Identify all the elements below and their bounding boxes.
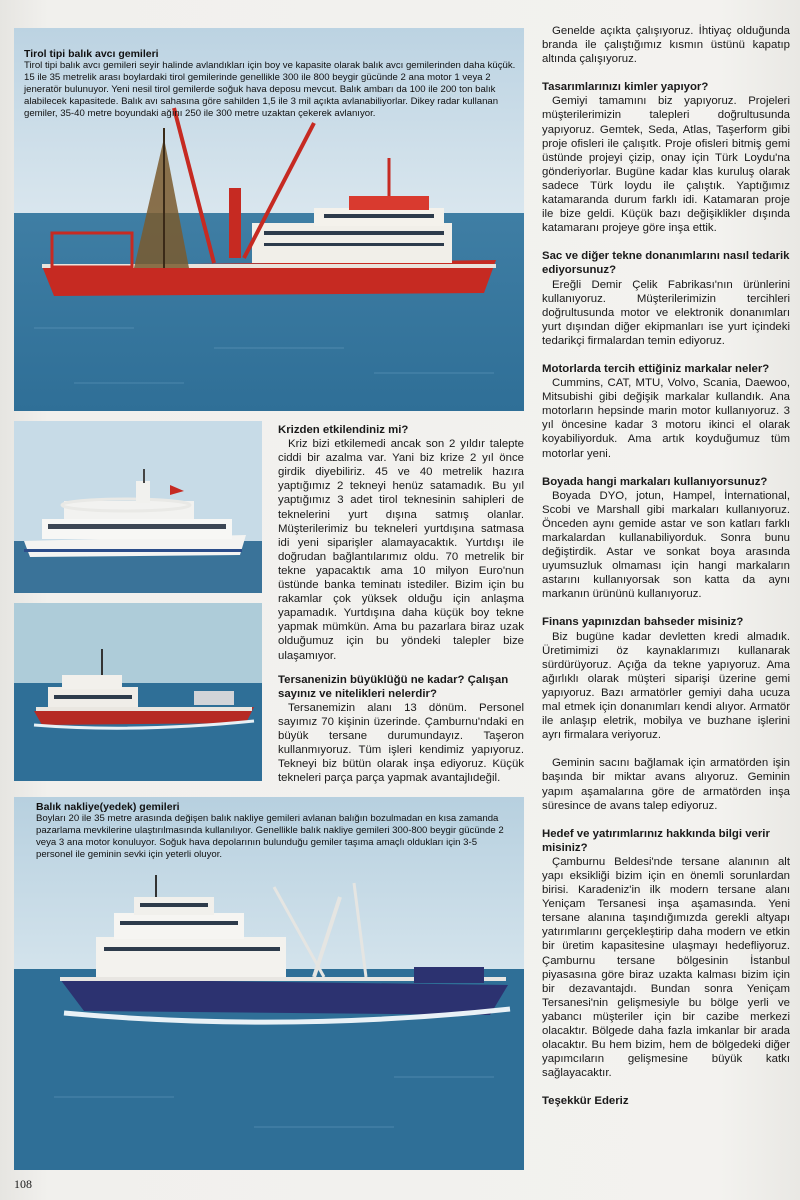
question-supply: Sac ve diğer tekne donanımlarını nasıl tedarik ediyorsunuz? [542,250,790,277]
question-goals: Hedef ve yatırımlarınız hakkında bilgi verir misiniz? [542,827,770,854]
question-crisis: Krizden etkilendiniz mi? [278,424,409,436]
answer-designs: Gemiyi tamamını biz yapıyoruz. Projeleri müşterilerimizin talepleri doğrultusunda yapıyoruz. Gemtek, Seda, Atlas, Taşerform gibi proje ofisleri ile çalışıtk. Proje ofisleri bitmiş gemi üstünde projeyi çizip, onay için Türk Loydu'na gönderiyorlar. Bugüne kadar klas kuruluş olarak sadece Türk loydu ile çalıştık. Yaptığımız katamaranda durum farklı idi. Katamaran proje ile bize geldi. Küçük bazı değişiklikler dışında katamaranı projeye göre inşa ettik. [542,95,790,235]
question-shipyard-size: Tersanenizin büyüklüğü ne kadar? Çalışan sayınız ve nitelikleri nelerdir? [278,673,509,700]
catamaran-photo [14,421,262,593]
trawler-caption-text: Tirol tipi balık avcı gemileri seyir halinde avlandıkları için boy ve kapasite olarak balık avcı gemilerinden daha küçük. 15 ile 35 metrelik arası boylardaki tirol gemilerinde genellikle 300 ile 800 beygir gücünde 2 ana motor 1 veya 2 jeneratör bulunuyor. Yeni nesil tirol gemilerde soğuk hava deposu mevcut. Balık ambarı da 100 ile 200 ton balık alabilecek kapasitede. Balık avı sahasına göre sahilden 1,5 ile 3 mil açıkta avlanabiliyorlar. Dikey radar kullanan gemiler, 35-40 metre boyundaki ağını 250 ile 300 metre uzaktan çekerek avlanıyor. [24,60,516,119]
transport-caption-title: Balık nakliye(yedek) gemileri [36,801,180,813]
answer-engines: Cummins, CAT, MTU, Volvo, Scania, Daewoo, Mitsubishi gibi değişik markalar kullandık. Ana motorların hepsinde marin motor kullanıyoruz. 3 yıl öncesine kadar 3 motoru ikinci el olarak koyabiliyorduk. Ama artık koyduğumuz tüm motorlar yeni. [542,377,790,460]
answer-crisis: Kriz bizi etkilemedi ancak son 2 yıldır talepte ciddi bir azalma var. Yani biz krize 2 yıl önce girdik diyebiliriz. 45 ve 40 metrelik hazıra yaptığımız 2 tekneyi henüz satamadık. Bu yıl yaptığımız 3 adet tirol teknesinin sahipleri de teknelerini yurt dışına satmış olanlar. Müşterilerimiz bu tekneleri yurtdışına satmasa idi yeni siparişler alamayacaktık. Yurtdışı ile doğrudan bağlantılarımız oldu. 70 metrelik bir tekne yapacaktık ama 10 milyon Euro'nun üstünde banka teminatı istediler. Bizim için bu rakamlar çok yüksek olduğu için anlaşma yapamadık. Yurtdışına daha küçük boy tekne yapmak mümkün. Ama bu pazarlara biraz uzak olduğumuz için bu yöndeki talepler bize ulaşamıyor. [278,438,524,662]
transport-ship-photo [14,603,262,781]
page-number: 108 [14,1177,32,1191]
question-finance: Finans yapınızdan bahseder misiniz? [542,616,744,629]
thanks-text: Teşekkür Ederiz [542,1095,629,1108]
question-paint: Boyada hangi markaları kullanıyorsunuz? [542,475,768,488]
middle-column [278,423,524,785]
right-intro: Genelde açıkta çalışıyoruz. İhtiyaç olduğunda branda ile çalıştığımız kısmın üstünü kapatıp altında çalışıyoruz. [542,25,790,66]
trawler-caption-title: Tirol tipi balık avcı gemileri [24,48,159,60]
answer-supply: Ereğli Demir Çelik Fabrikası'nın ürünlerini kullanıyoruz. Müşterilerimizin tercihleri doğrultusunda motor ve elektronik donanımları yurt dışından diğer ekipmanları ise yurt içindeki tedarikçi firmalardan temin ediyoruz. [542,278,790,347]
question-engines: Motorlarda tercih ettiğiniz markalar neler? [542,362,770,375]
answer-goals: Çamburnu Beldesi'nde tersane alanının alt yapı eksikliği bizim için en önemli sorunlardan birisi. Karadeniz'in ilk modern tersane alanı Yeniçam Tersanesi inşa aşamasında. Yeni tersane alanına taşındığımızda gerekli altyapı yatırımlarını gerçekleştirip daha modern ve etkin bir üretim kapasitesine ulaşmayı hedefliyoruz. Çamburnu tersane bölgesinin İstanbul piyasasına göre biraz uzakta kalması bizim için bir dezavantajdı. Bundan sonra Yeniçam Tersanesi'nin gelişmesiyle bu bölge yerli ve yabancı müşteriler için bir cazibe merkezi olacaktır. Bölgede daha fazla imkanlar bir arada olacaktır. Bu hem bizim, hem de bölgedeki diğer yapımcıların gelişmesine büyük katkı sağlayacaktır. [542,855,790,1080]
answer-finance-advance: Geminin sacını bağlamak için armatörden işin başında bir miktar avans alıyoruz. Geminin yapım aşamalarına göre de armatörden inşa süresince de avans talep ediyoruz. [542,757,790,812]
trawler-caption [24,48,516,120]
answer-finance: Biz bugüne kadar devletten kredi almadık. Üretimimizi öz kaynaklarımızı kullanarak sürdürüyoruz. Açığa da tekne yapıyoruz. Ama ağırlıklı olarak müşteri siparişi üzerine gemi yapıyoruz. Bazı armatörler gemiyi daha ucuza mal etmek için donanımları kendi alıyor. Armatör ile anlaşıp eletrik, mobilya ve buzhane işlerini ayrı firmalara veriyoruz. [542,630,790,742]
answer-shipyard-size: Tersanemizin alanı 13 dönüm. Personel sayımız 70 kişinin üzerinde. Çamburnu'ndaki en büyük tersane durumundayız. Taşeron kullanmıyoruz. Tüm işleri kendimiz yapıyoruz. Tekneyi biz bütün olarak inşa ediyoruz. Küçük tekneleri parça parça yapmak avantajlıdeğil. [278,701,524,785]
question-designs: Tasarımlarınızı kimler yapıyor? [542,81,709,94]
transport-caption [36,801,516,861]
answer-paint: Boyada DYO, jotun, Hampel, İnternational, Scobi ve Marshall gibi markaları kullanıyoruz. Önceden aynı gemide astar ve son katları farklı markalardan kullanabiliyorduk. Sonra bunu değiştirdik. Astar ve sonkat boya arasında uyumsuzluk olmaması için hangi markaların astarını kullanıyorsak son katta da aynı markanın ürününü kullanıyoruz. [542,489,790,601]
right-column [542,24,790,1108]
transport-caption-text: Boyları 20 ile 35 metre arasında değişen balık nakliye gemileri avlanan balığın bozulmadan en kısa zamanda pazarlama mevkilerine ulaştırılmasında kullanılıyor. Genellikle balık nakliye gemileri 300-800 beygir gücünde 2 veya 3 ana motor konuluyor. Soğuk hava depolarının bulunduğu gemiler taşıma amaçlı oldukları için 3-5 personel ile geminin sevki için yeterli oluyor. [36,813,504,860]
